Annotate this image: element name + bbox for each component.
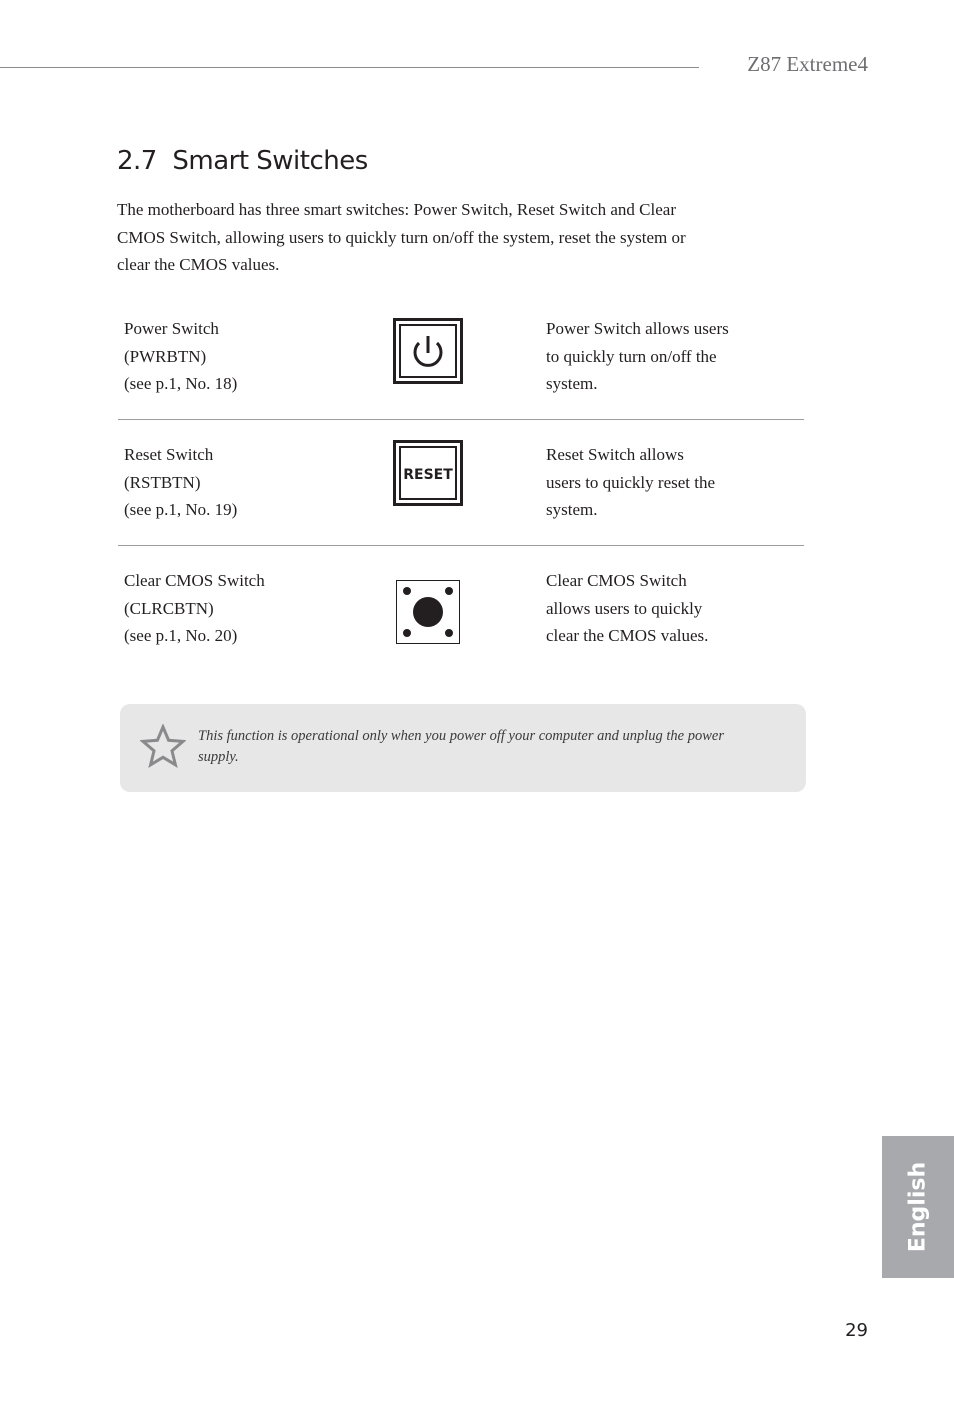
switch-desc-line: Reset Switch allows: [546, 445, 684, 464]
intro-line: CMOS Switch, allowing users to quickly turn on/off the system, reset the system or: [117, 227, 686, 247]
switch-name-line: Clear CMOS Switch: [124, 571, 265, 590]
clear-cmos-button-icon: [396, 580, 460, 649]
power-icon: [393, 318, 463, 389]
switch-name-line: Power Switch: [124, 319, 219, 338]
switch-description: [546, 315, 776, 398]
page-number: 29: [845, 1320, 868, 1341]
intro-line: The motherboard has three smart switches: Power Switch, Reset Switch and Clear: [117, 200, 676, 219]
switch-desc-line: system.: [546, 374, 598, 393]
switch-name-line: Reset Switch: [124, 445, 214, 464]
switch-description: [546, 567, 776, 650]
switch-name-line: (RSTBTN): [124, 472, 201, 492]
reset-icon-label: RESET: [403, 467, 453, 483]
switch-desc-line: Power Switch allows users: [546, 319, 729, 338]
switch-name-line: (see p.1, No. 19): [124, 500, 238, 519]
switch-name: [124, 315, 384, 398]
switch-desc-line: to quickly turn on/off the: [546, 346, 717, 366]
switch-desc-line: allows users to quickly: [546, 598, 703, 618]
note-text: [198, 726, 768, 768]
header-model-name: Z87 Extreme4: [747, 52, 868, 76]
switch-desc-line: system.: [546, 500, 598, 519]
switch-desc-line: users to quickly reset the: [546, 472, 716, 492]
switch-row-power: [118, 315, 804, 405]
note-box: [120, 704, 806, 792]
switch-name: [124, 567, 384, 650]
switch-name: [124, 441, 384, 524]
section-title: 2.7 Smart Switches: [117, 146, 368, 176]
switch-row-clear-cmos: [118, 567, 804, 657]
note-text-line: supply.: [198, 749, 239, 765]
switch-row-reset: [118, 441, 804, 531]
switch-desc-line: clear the CMOS values.: [546, 626, 709, 645]
switch-description: [546, 441, 776, 524]
note-text-line: This function is operational only when you power off your computer and unplug the power: [198, 728, 724, 744]
star-icon: [140, 724, 186, 773]
intro-paragraph: [117, 196, 757, 279]
language-tab: [882, 1136, 954, 1278]
row-divider: [118, 545, 804, 546]
switch-desc-line: Clear CMOS Switch: [546, 571, 687, 590]
header-rule: [0, 67, 699, 68]
language-tab-label: English: [905, 1161, 931, 1253]
switch-name-line: (see p.1, No. 18): [124, 374, 238, 393]
reset-icon: [393, 440, 463, 511]
switch-name-line: (see p.1, No. 20): [124, 626, 238, 645]
switch-name-line: (CLRCBTN): [124, 598, 214, 618]
switch-name-line: (PWRBTN): [124, 346, 207, 366]
row-divider: [118, 419, 804, 420]
intro-line: clear the CMOS values.: [117, 255, 280, 274]
